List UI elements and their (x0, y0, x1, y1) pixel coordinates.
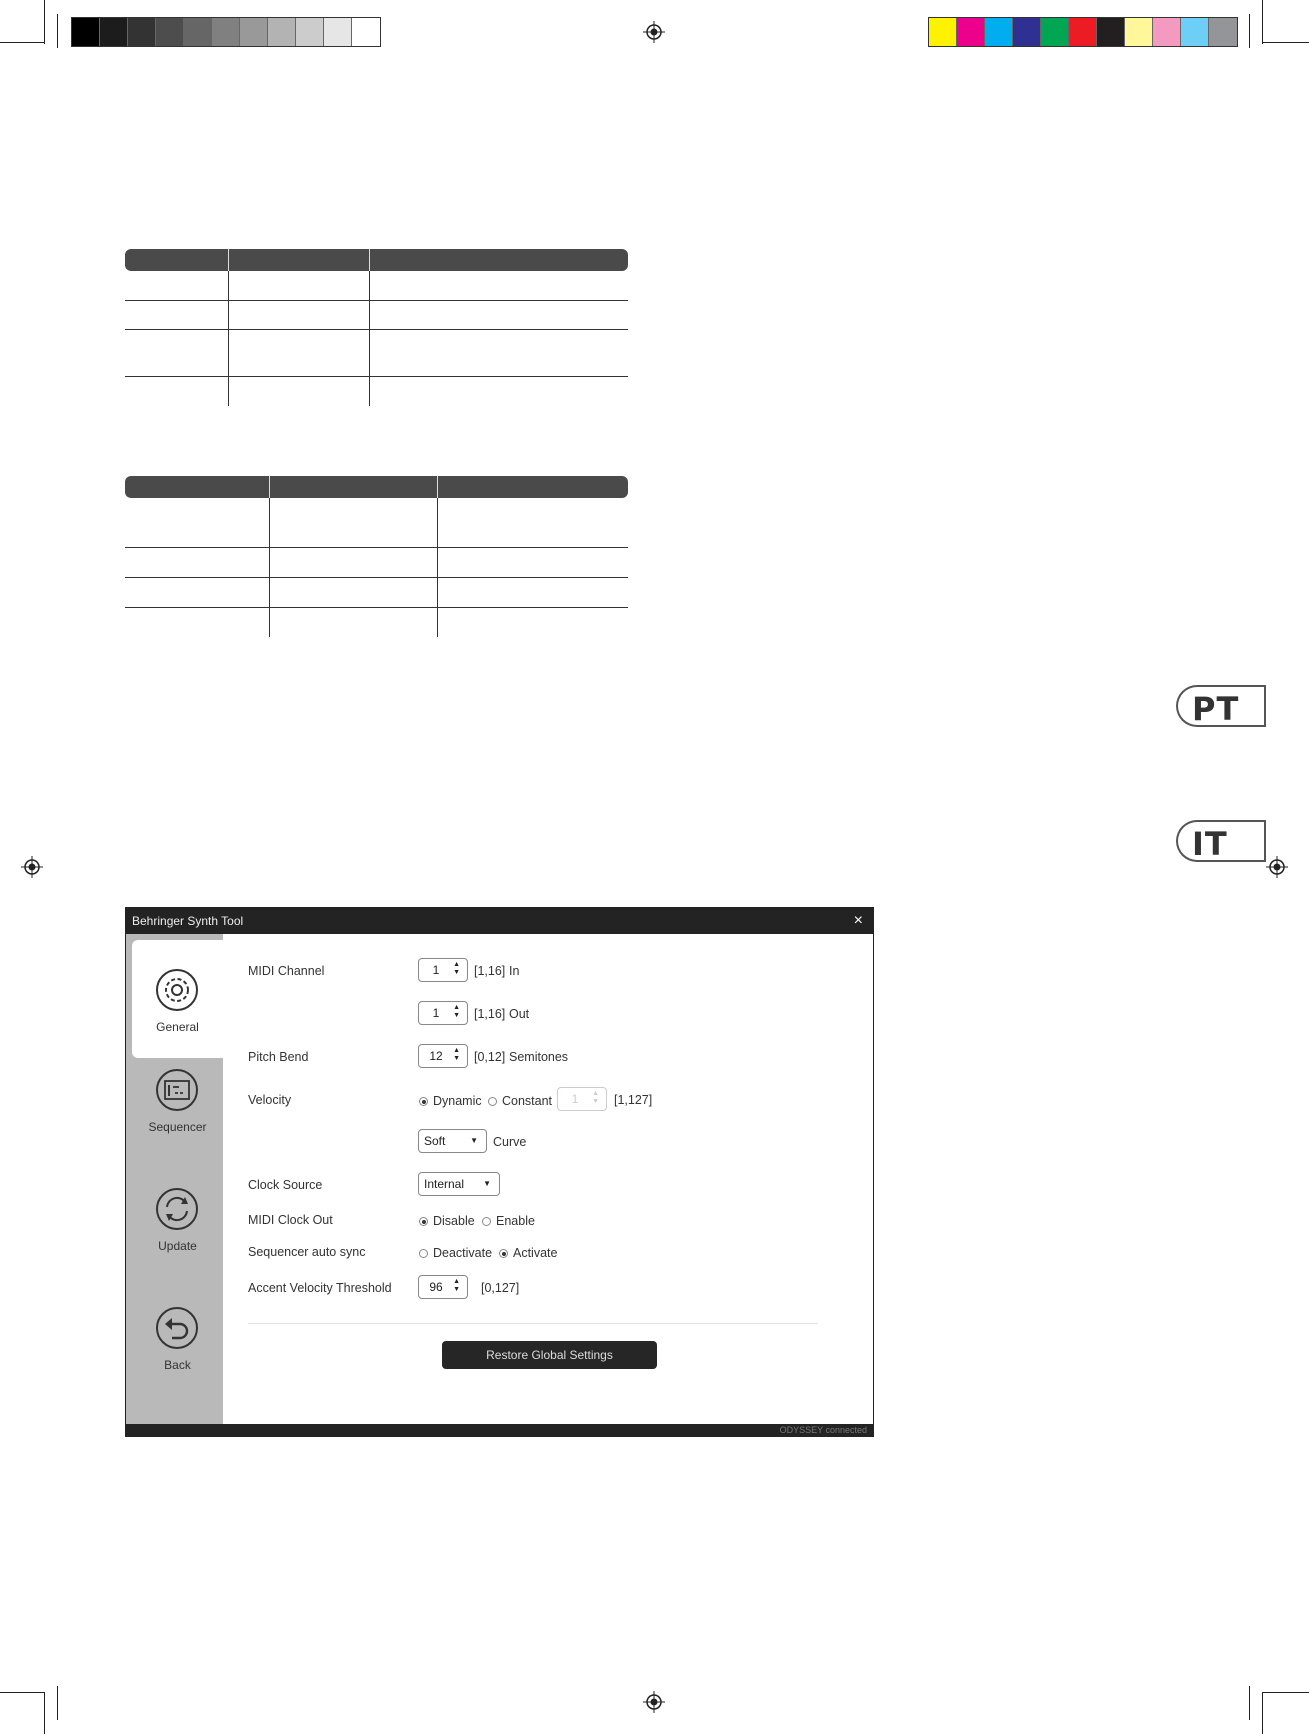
color-swatch (1097, 18, 1125, 46)
color-swatch (1181, 18, 1209, 46)
midi-clock-out-label: MIDI Clock Out (248, 1213, 333, 1227)
chevron-down-icon: ▼ (470, 1136, 478, 1145)
color-swatch (72, 18, 100, 46)
table-row (125, 377, 628, 406)
midi-clock-enable-label: Enable (496, 1214, 535, 1228)
restore-global-settings-button[interactable]: Restore Global Settings (442, 1341, 657, 1369)
table-row (125, 578, 628, 608)
color-swatch (240, 18, 268, 46)
close-icon[interactable]: × (853, 912, 863, 929)
sidebar (126, 934, 223, 1424)
back-arrow-icon (155, 1306, 199, 1350)
color-swatch (1069, 18, 1097, 46)
velocity-curve-dropdown[interactable] (418, 1129, 487, 1153)
sidebar-item-label: Update (158, 1239, 197, 1253)
accent-velocity-range: [0,127] (481, 1281, 520, 1295)
language-tab-it[interactable] (1176, 820, 1266, 862)
chevron-down-icon: ▼ (483, 1179, 491, 1188)
velocity-dynamic-radio[interactable] (419, 1097, 428, 1106)
sidebar-item-sequencer[interactable] (132, 1058, 223, 1176)
grayscale-color-bar (71, 17, 381, 47)
midi-out-label: Out (509, 1007, 530, 1021)
table-row (125, 498, 628, 548)
app-window (125, 907, 874, 1437)
color-swatch (184, 18, 212, 46)
midi-clock-enable-radio[interactable] (482, 1217, 491, 1226)
connection-status: ODYSSEY connected (779, 1425, 867, 1435)
midi-clock-disable-label: Disable (433, 1214, 475, 1228)
auto-sync-deactivate-label: Deactivate (433, 1246, 493, 1260)
table-one (125, 249, 628, 406)
process-color-bar (928, 17, 1238, 47)
color-swatch (100, 18, 128, 46)
color-swatch (324, 18, 352, 46)
table-two (125, 476, 628, 637)
table-header (125, 249, 628, 271)
refresh-icon (155, 1187, 199, 1231)
midi-channel-label: MIDI Channel (248, 964, 325, 978)
registration-mark-icon (1266, 856, 1288, 878)
stepper-arrows-icon[interactable]: ▲ ▼ (453, 1004, 460, 1019)
sidebar-item-label: General (156, 1020, 199, 1034)
language-tab-pt[interactable] (1176, 685, 1266, 727)
table-row (125, 548, 628, 578)
sidebar-item-label: Back (164, 1358, 191, 1372)
accent-velocity-label: Accent Velocity Threshold (248, 1281, 392, 1295)
midi-out-value: 1 (432, 1006, 440, 1020)
pitch-bend-unit: Semitones (509, 1050, 569, 1064)
pitch-bend-label: Pitch Bend (248, 1050, 309, 1064)
color-swatch (957, 18, 985, 46)
registration-mark-icon (21, 856, 43, 878)
color-swatch (352, 18, 380, 46)
midi-in-value: 1 (432, 963, 440, 977)
velocity-constant-value: 1 (571, 1092, 579, 1106)
language-tab-label: PT (1192, 690, 1240, 728)
stepper-arrows-icon[interactable]: ▲ ▼ (453, 1278, 460, 1293)
auto-sync-deactivate-radio[interactable] (419, 1249, 428, 1258)
color-swatch (1209, 18, 1237, 46)
midi-out-range: [1,16] (474, 1007, 506, 1021)
divider (248, 1323, 818, 1324)
title-bar (126, 908, 873, 934)
color-swatch (985, 18, 1013, 46)
table-row (125, 271, 628, 301)
color-swatch (212, 18, 240, 46)
language-tab-label: IT (1192, 825, 1228, 863)
window-title: Behringer Synth Tool (132, 914, 244, 928)
velocity-dynamic-label: Dynamic (433, 1094, 482, 1108)
velocity-constant-stepper[interactable] (557, 1087, 607, 1111)
color-swatch (296, 18, 324, 46)
clock-source-value: Internal (424, 1177, 465, 1191)
velocity-constant-radio[interactable] (488, 1097, 497, 1106)
sidebar-item-update[interactable] (132, 1177, 223, 1295)
midi-out-stepper[interactable] (418, 1001, 468, 1025)
velocity-curve-label: Curve (493, 1135, 527, 1149)
accent-velocity-value: 96 (429, 1280, 443, 1294)
midi-clock-disable-radio[interactable] (419, 1217, 428, 1226)
accent-velocity-stepper[interactable] (418, 1275, 468, 1299)
clock-source-dropdown[interactable] (418, 1172, 500, 1196)
registration-mark-icon (643, 1691, 665, 1713)
velocity-constant-label: Constant (502, 1094, 553, 1108)
registration-mark-icon (643, 21, 665, 43)
midi-in-label: In (509, 964, 520, 978)
color-swatch (929, 18, 957, 46)
clock-source-label: Clock Source (248, 1178, 323, 1192)
stepper-arrows-icon[interactable]: ▲ ▼ (453, 1047, 460, 1062)
color-swatch (1041, 18, 1069, 46)
sidebar-item-back[interactable] (132, 1296, 223, 1414)
stepper-arrows-icon[interactable]: ▲ ▼ (592, 1090, 599, 1105)
color-swatch (128, 18, 156, 46)
table-row (125, 608, 628, 637)
sidebar-item-general[interactable] (132, 940, 223, 1058)
velocity-range: [1,127] (614, 1093, 653, 1107)
velocity-label: Velocity (248, 1093, 292, 1107)
color-swatch (1125, 18, 1153, 46)
color-swatch (1013, 18, 1041, 46)
status-bar (126, 1424, 873, 1436)
color-swatch (1153, 18, 1181, 46)
stepper-arrows-icon[interactable]: ▲ ▼ (453, 961, 460, 976)
pitch-bend-value: 12 (429, 1049, 443, 1063)
table-row (125, 301, 628, 330)
table-header (125, 476, 628, 498)
auto-sync-activate-label: Activate (513, 1246, 558, 1260)
table-row (125, 330, 628, 377)
sidebar-item-label: Sequencer (148, 1120, 207, 1134)
auto-sync-activate-radio[interactable] (499, 1249, 508, 1258)
sequencer-auto-sync-label: Sequencer auto sync (248, 1245, 366, 1259)
midi-in-range: [1,16] (474, 964, 506, 978)
sequencer-icon (155, 1068, 199, 1112)
pitch-bend-stepper[interactable] (418, 1044, 468, 1068)
color-swatch (156, 18, 184, 46)
color-swatch (268, 18, 296, 46)
midi-in-stepper[interactable] (418, 958, 468, 982)
pitch-bend-range: [0,12] (474, 1050, 506, 1064)
gear-icon (155, 968, 199, 1012)
velocity-curve-value: Soft (424, 1134, 446, 1148)
